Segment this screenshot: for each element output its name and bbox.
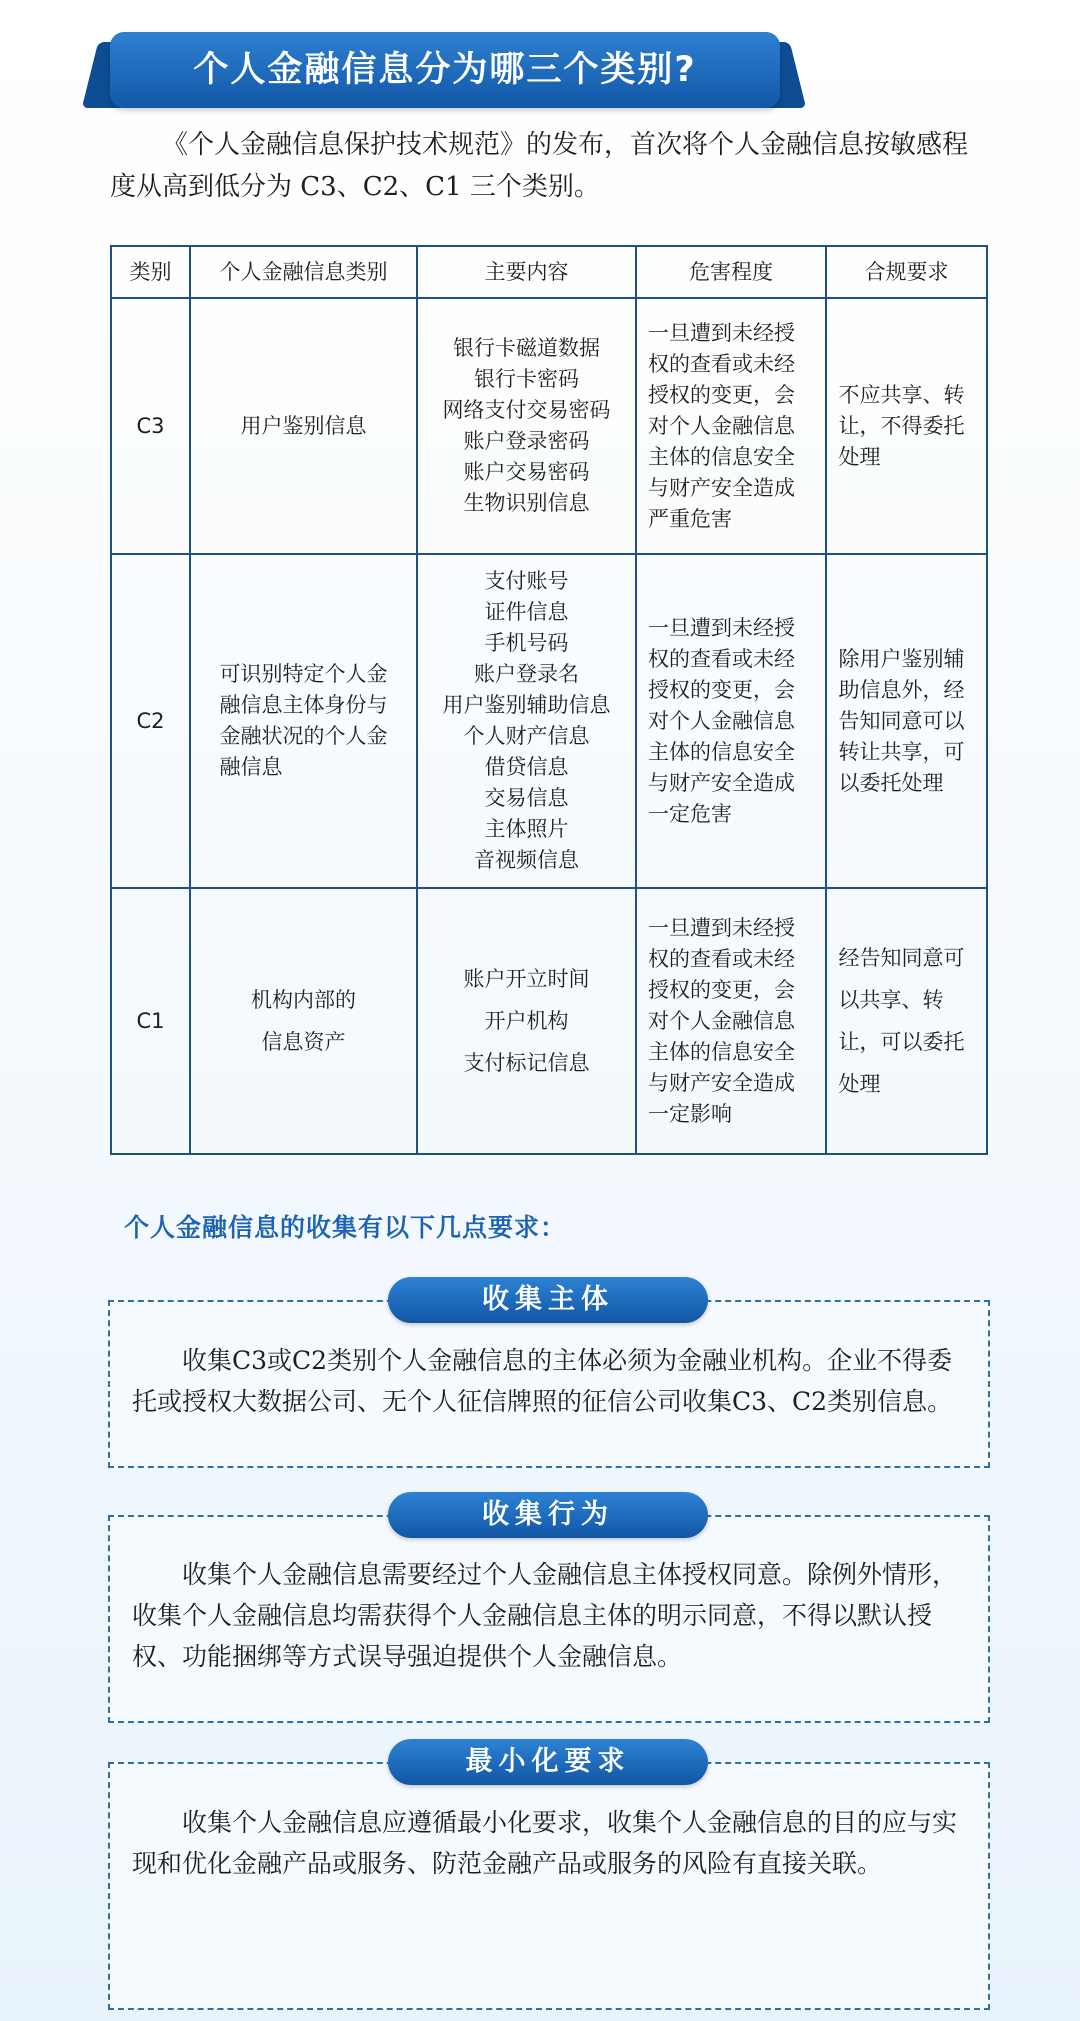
info-type-cell (190, 554, 417, 888)
harm-cell (636, 888, 826, 1154)
requirement-cell (826, 888, 987, 1154)
main-content: 银行卡磁道数据 银行卡密码 网络支付交易密码 账户登录密码 账户交易密码 生物识别信息 (417, 298, 636, 554)
table-row (111, 298, 987, 554)
requirement-cell (826, 298, 987, 554)
table-header-cell: 危害程度 (636, 246, 826, 298)
section-title-pill: 收集主体 (388, 1277, 708, 1323)
section-box-minimization (108, 1762, 990, 2010)
category-code: C1 (111, 888, 190, 1154)
info-type: 机构内部的 信息资产 (190, 888, 417, 1154)
category-table (110, 245, 988, 1155)
section-text: 收集个人金融信息需要经过个人金融信息主体授权同意。除例外情形，收集个人金融信息均需获得个人金融信息主体的明示同意，不得以默认授权、功能捆绑等方式误导强迫提供个人金融信息。 (132, 1560, 958, 1671)
table-row (111, 554, 987, 888)
table-header-cell: 个人金融信息类别 (190, 246, 417, 298)
section-text: 收集C3或C2类别个人金融信息的主体必须为金融业机构。企业不得委托或授权大数据公司、无个人征信牌照的征信公司收集C3、C2类别信息。 (132, 1346, 953, 1416)
harm-cell (636, 298, 826, 554)
info-type: 可识别特定个人金融信息主体身份与金融状况的个人金融信息 (219, 662, 388, 779)
requirement-cell (826, 554, 987, 888)
compliance-requirement: 经告知同意可以共享、转让，可以委托处理 (838, 946, 965, 1096)
category-code: C2 (111, 554, 190, 888)
category-code: C3 (111, 298, 190, 554)
harm-level: 一旦遭到未经授权的查看或未经授权的变更，会对个人金融信息主体的信息安全与财产安全造成一定影响 (648, 915, 795, 1126)
page-title: 个人金融信息分为哪三个类别? (193, 50, 697, 90)
section-text: 收集个人金融信息应遵循最小化要求，收集个人金融信息的目的应与实现和优化金融产品或服务、防范金融产品或服务的风险有直接关联。 (132, 1808, 958, 1878)
table-header-row (111, 246, 987, 298)
section-title-pill: 收集行为 (388, 1492, 708, 1538)
intro-paragraph: 《个人金融信息保护技术规范》的发布，首次将个人金融信息按敏感程度从高到低分为 C3、C2、C1 三个类别。 (110, 130, 969, 202)
main-content: 账户开立时间 开户机构 支付标记信息 (417, 888, 636, 1154)
harm-cell (636, 554, 826, 888)
compliance-requirement: 不应共享、转让，不得委托处理 (838, 382, 965, 469)
table-header-cell: 类别 (111, 246, 190, 298)
table-header-cell: 合规要求 (826, 246, 987, 298)
compliance-requirement: 除用户鉴别辅助信息外，经告知同意可以转让共享，可以委托处理 (838, 646, 965, 795)
section-title-pill: 最小化要求 (388, 1739, 708, 1785)
collection-heading: 个人金融信息的收集有以下几点要求： (124, 1213, 567, 1242)
info-type: 用户鉴别信息 (190, 298, 417, 554)
title-banner (110, 32, 780, 108)
harm-level: 一旦遭到未经授权的查看或未经授权的变更，会对个人金融信息主体的信息安全与财产安全造成一定危害 (648, 615, 795, 826)
harm-level: 一旦遭到未经授权的查看或未经授权的变更，会对个人金融信息主体的信息安全与财产安全造成严重危害 (648, 320, 795, 531)
main-content: 支付账号 证件信息 手机号码 账户登录名 用户鉴别辅助信息 个人财产信息 借贷信息 交易信息 主体照片 音视频信息 (417, 554, 636, 888)
table-header-cell: 主要内容 (417, 246, 636, 298)
table-row (111, 888, 987, 1154)
